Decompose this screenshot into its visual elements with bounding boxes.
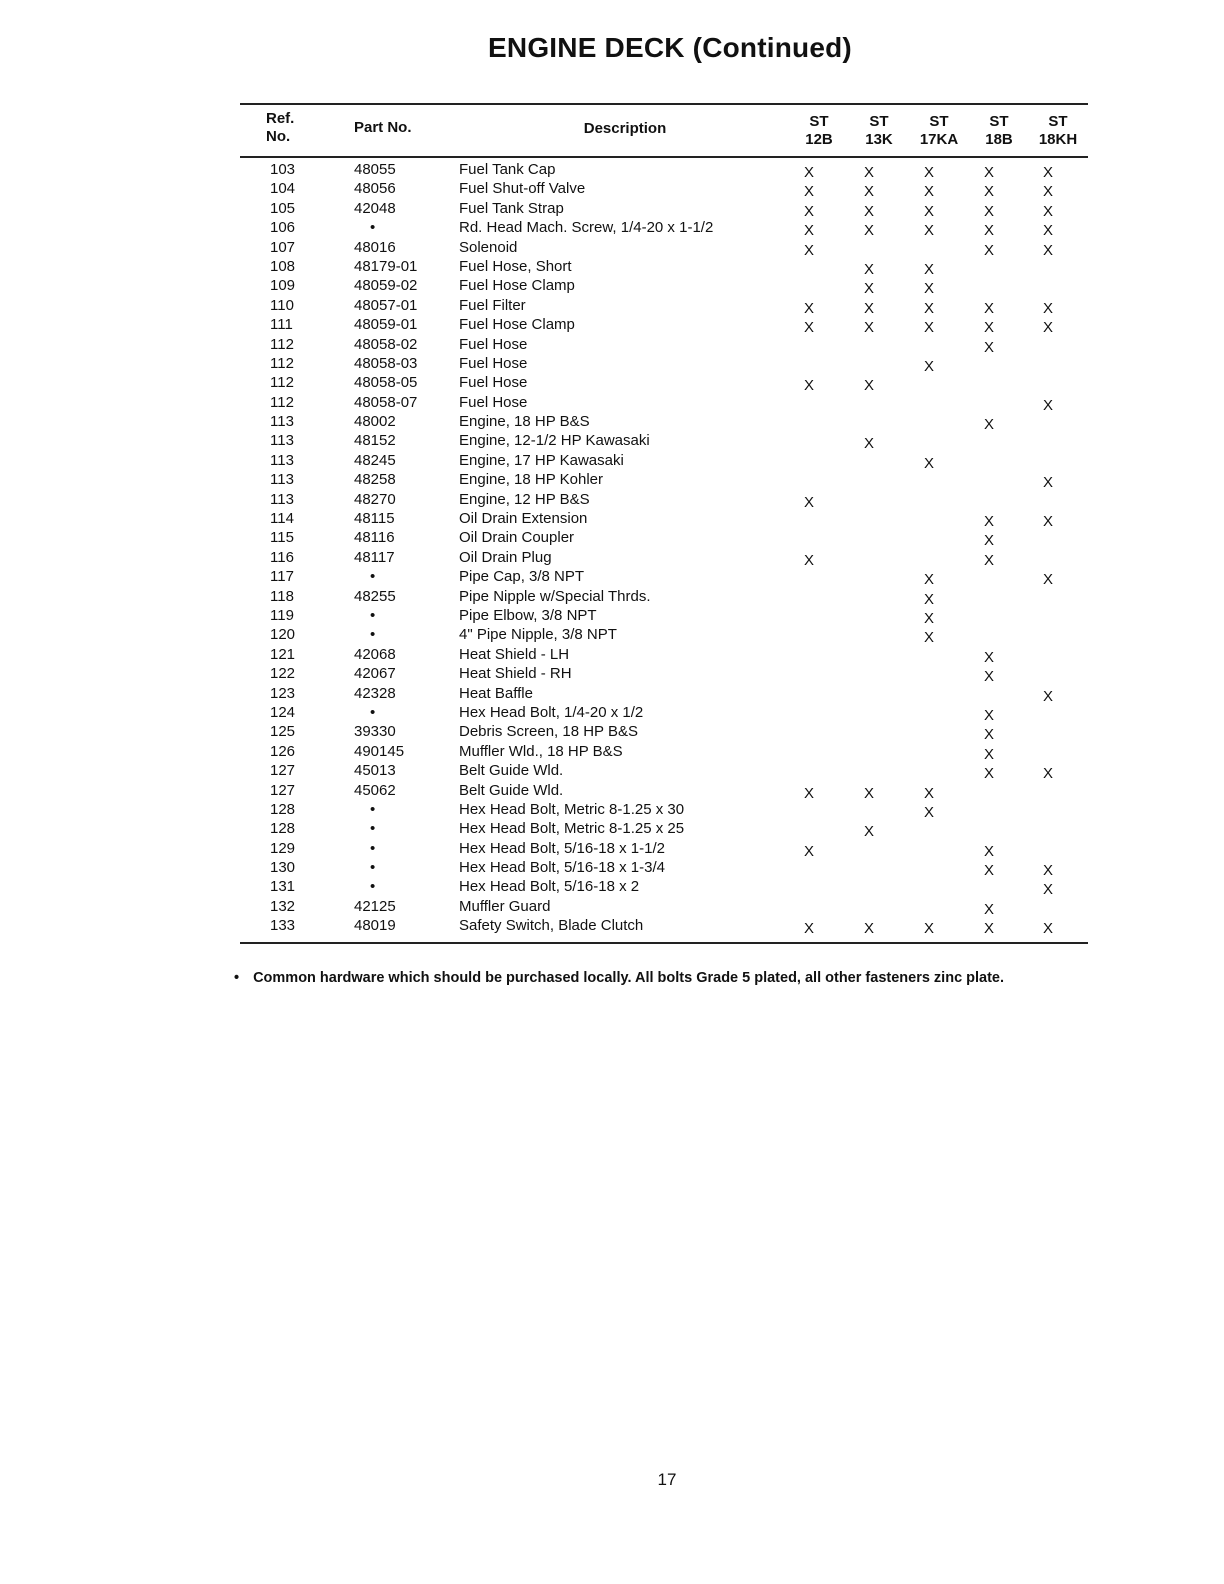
table-row [240, 742, 1088, 761]
description-cell: 4" Pipe Nipple, 3/8 NPT [459, 626, 617, 644]
ref-no-cell: 108 [270, 257, 296, 275]
ref-no-cell: 115 [270, 529, 294, 547]
description-cell: Belt Guide Wld. [459, 762, 564, 780]
ref-no-cell: 133 [270, 917, 296, 935]
description-cell: Hex Head Bolt, Metric 8-1.25 x 25 [459, 820, 685, 838]
part-no-cell: 45062 [354, 781, 396, 799]
model-mark: X [863, 164, 874, 181]
model-mark: X [923, 357, 934, 375]
model-mark: X [923, 299, 934, 317]
model-mark: X [863, 222, 874, 240]
ref-no-cell: 103 [270, 161, 296, 178]
model-mark: X [803, 299, 814, 317]
part-no-cell: • [370, 219, 376, 237]
part-no-cell: 42068 [354, 645, 396, 663]
table-row [240, 858, 1088, 880]
ref-no-cell: 112 [270, 393, 294, 411]
parts-table [240, 103, 1088, 944]
table-row [240, 451, 1088, 470]
ref-no-cell: 106 [270, 219, 296, 237]
model-mark: X [923, 222, 934, 240]
part-no-cell: 48117 [354, 548, 395, 566]
model-mark: X [1042, 881, 1053, 899]
description-cell: Engine, 17 HP Kawasaki [459, 451, 624, 469]
part-no-cell: • [370, 839, 376, 857]
model-mark: X [983, 222, 994, 240]
ref-no-cell: 119 [270, 606, 294, 624]
ref-no-cell: 117 [270, 568, 294, 586]
model-mark: X [983, 164, 994, 181]
model-mark: X [983, 862, 994, 880]
ref-no-cell: 118 [270, 587, 294, 605]
part-no-cell: • [370, 703, 376, 721]
table-row [240, 509, 1088, 531]
table-row [240, 916, 1088, 938]
model-mark: X [803, 164, 814, 181]
description-cell: Debris Screen, 18 HP B&S [459, 723, 638, 741]
header-model-line2: 18B [985, 131, 1013, 148]
model-mark: X [803, 493, 814, 511]
header-model-line1: ST [929, 113, 949, 130]
model-mark: X [863, 202, 874, 220]
ref-no-cell: 126 [270, 742, 296, 760]
header-ref-line2: No. [266, 128, 291, 145]
table-row [240, 664, 1088, 686]
model-mark: X [863, 377, 874, 395]
model-mark: X [1042, 571, 1053, 589]
description-cell: Fuel Hose [459, 393, 528, 411]
ref-no-cell: 113 [270, 490, 294, 508]
ref-no-cell: 112 [270, 335, 294, 353]
ref-no-cell: 113 [270, 432, 294, 450]
table-row [240, 431, 1088, 453]
header-model-line1: ST [1048, 113, 1068, 130]
ref-no-cell: 129 [270, 839, 296, 857]
table-row [240, 199, 1088, 218]
description-cell: Heat Baffle [459, 684, 533, 702]
part-no-cell: • [370, 859, 376, 877]
part-no-cell: 48245 [354, 451, 396, 469]
part-no-cell: 45013 [354, 762, 396, 780]
part-no-cell: 48116 [354, 529, 395, 547]
model-mark: X [1042, 513, 1053, 531]
model-mark: X [983, 765, 994, 783]
description-cell: Fuel Hose, Short [459, 257, 572, 275]
part-no-cell: 42125 [354, 897, 396, 915]
description-cell: Fuel Filter [459, 296, 526, 314]
table-row [240, 606, 1088, 625]
ref-no-cell: 127 [270, 781, 296, 799]
ref-no-cell: 128 [270, 800, 296, 818]
header-part-no: Part No. [354, 119, 412, 136]
table-row [240, 839, 1088, 858]
ref-no-cell: 107 [270, 238, 296, 256]
model-mark: X [863, 280, 874, 298]
footnote [234, 970, 1004, 986]
table-row [240, 781, 1088, 800]
description-cell: Safety Switch, Blade Clutch [459, 917, 644, 935]
model-mark: X [923, 920, 934, 938]
model-mark: X [863, 784, 874, 802]
model-mark: X [863, 435, 874, 453]
description-cell: Hex Head Bolt, 5/16-18 x 2 [459, 878, 640, 896]
part-no-cell: 48058-03 [354, 354, 418, 372]
table-row [240, 490, 1088, 509]
model-mark: X [983, 513, 994, 531]
ref-no-cell: 127 [270, 762, 296, 780]
model-mark: X [1042, 241, 1053, 259]
model-mark: X [983, 416, 994, 434]
model-mark: X [1042, 920, 1053, 938]
model-mark: X [1042, 319, 1053, 337]
model-mark: X [923, 202, 934, 220]
model-mark: X [923, 454, 934, 472]
description-cell: Pipe Cap, 3/8 NPT [459, 568, 585, 586]
table-row [240, 315, 1088, 337]
ref-no-cell: 110 [270, 296, 294, 314]
footnote-text: Common hardware which should be purchased locally. All bolts Grade 5 plated, all other fasteners zinc plate. [253, 970, 1005, 986]
part-no-cell: • [370, 878, 376, 896]
table-row [240, 645, 1088, 664]
header-ref-no [266, 110, 302, 146]
ref-no-cell: 131 [270, 878, 296, 896]
description-cell: Fuel Hose [459, 335, 528, 353]
description-cell: Engine, 12-1/2 HP Kawasaki [459, 432, 650, 450]
description-cell: Oil Drain Coupler [459, 529, 575, 547]
table-row [240, 296, 1088, 315]
model-mark: X [863, 299, 874, 317]
description-cell: Pipe Nipple w/Special Thrds. [459, 587, 651, 605]
header-model-st12b [789, 113, 849, 149]
part-no-cell: 48058-05 [354, 374, 418, 392]
model-mark: X [803, 241, 814, 259]
header-model-line1: ST [809, 113, 829, 130]
model-mark: X [863, 823, 874, 841]
model-mark: X [923, 164, 934, 181]
table-row [240, 819, 1088, 841]
ref-no-cell: 113 [270, 451, 294, 469]
table-row [240, 877, 1088, 899]
description-cell: Muffler Wld., 18 HP B&S [459, 742, 623, 760]
model-mark: X [1042, 202, 1053, 220]
page-title: ENGINE DECK (Continued) [488, 32, 852, 63]
model-mark: X [983, 900, 994, 918]
header-model-st18b [969, 113, 1029, 149]
header-model-line2: 18KH [1038, 131, 1078, 148]
table-bottom-rule [240, 942, 1088, 944]
model-mark: X [1042, 164, 1053, 181]
ref-no-cell: 104 [270, 180, 296, 198]
model-mark: X [863, 183, 874, 201]
table-row [240, 703, 1088, 722]
model-mark: X [803, 551, 814, 569]
model-mark: X [863, 319, 874, 337]
header-model-st17ka [909, 113, 969, 149]
table-row [240, 722, 1088, 744]
model-mark: X [983, 202, 994, 220]
description-cell: Fuel Tank Strap [459, 199, 564, 217]
model-mark: X [863, 260, 874, 278]
part-no-cell: 48152 [354, 432, 396, 450]
model-mark: X [923, 629, 934, 647]
model-mark: X [803, 842, 814, 860]
ref-no-cell: 113 [270, 413, 294, 431]
page-number: 17 [657, 1470, 677, 1489]
part-no-cell: 48058-07 [354, 393, 418, 411]
ref-no-cell: 124 [270, 703, 296, 721]
part-no-cell: 490145 [354, 742, 405, 760]
ref-no-cell: 105 [270, 199, 296, 217]
model-mark: X [983, 745, 994, 763]
ref-no-cell: 112 [270, 354, 294, 372]
table-row [240, 587, 1088, 606]
model-mark: X [983, 338, 994, 356]
table-row [240, 897, 1088, 916]
table-row [240, 257, 1088, 276]
table-row [240, 354, 1088, 373]
ref-no-cell: 130 [270, 859, 296, 877]
model-mark: X [923, 571, 934, 589]
part-no-cell: 48179-01 [354, 257, 418, 275]
table-row [240, 179, 1088, 201]
table-row [240, 373, 1088, 395]
model-mark: X [983, 299, 994, 317]
table-row [240, 761, 1088, 783]
description-cell: Muffler Guard [459, 897, 551, 915]
header-model-line1: ST [989, 113, 1009, 130]
table-row [240, 218, 1088, 240]
description-cell: Hex Head Bolt, 1/4-20 x 1/2 [459, 703, 644, 721]
model-mark: X [983, 532, 994, 550]
footnote-symbol: • [234, 970, 240, 986]
description-cell: Engine, 12 HP B&S [459, 490, 590, 508]
model-mark: X [983, 183, 994, 201]
model-mark: X [1042, 687, 1053, 705]
header-model-st18kh [1028, 113, 1088, 149]
model-mark: X [1042, 862, 1053, 880]
description-cell: Pipe Elbow, 3/8 NPT [459, 606, 597, 624]
table-row [240, 625, 1088, 647]
model-mark: X [803, 319, 814, 337]
header-model-line2: 12B [805, 131, 833, 148]
part-no-cell: • [370, 606, 376, 624]
part-no-cell: 48002 [354, 413, 396, 431]
header-model-line2: 17KA [919, 131, 959, 148]
part-no-cell: 42328 [354, 684, 396, 702]
part-no-cell: 48058-02 [354, 335, 418, 353]
ref-no-cell: 112 [270, 374, 294, 392]
part-no-cell: 48057-01 [354, 296, 418, 314]
part-no-cell: 48056 [354, 180, 396, 198]
table-header [240, 105, 1088, 156]
table-row [240, 412, 1088, 434]
table-row [240, 393, 1088, 412]
part-no-cell: 48059-02 [354, 277, 418, 295]
model-mark: X [983, 668, 994, 686]
ref-no-cell: 122 [270, 665, 296, 683]
ref-no-cell: 116 [270, 548, 294, 566]
header-model-st13k [849, 113, 909, 149]
model-mark: X [1042, 765, 1053, 783]
model-mark: X [803, 377, 814, 395]
model-mark: X [803, 222, 814, 240]
ref-no-cell: 123 [270, 684, 296, 702]
model-mark: X [983, 648, 994, 666]
ref-no-cell: 121 [270, 645, 296, 663]
part-no-cell: 42048 [354, 199, 396, 217]
table-row [240, 470, 1088, 492]
description-cell: Fuel Hose Clamp [459, 316, 575, 334]
header-model-line1: ST [869, 113, 889, 130]
part-no-cell: 42067 [354, 665, 396, 683]
model-mark: X [923, 803, 934, 821]
description-cell: Hex Head Bolt, 5/16-18 x 1-3/4 [459, 859, 665, 877]
model-mark: X [1042, 183, 1053, 201]
table-body [240, 158, 1088, 936]
table-row [240, 567, 1088, 589]
model-mark: X [923, 319, 934, 337]
part-no-cell: 48055 [354, 161, 396, 178]
description-cell: Oil Drain Plug [459, 548, 552, 566]
model-mark: X [923, 280, 934, 298]
part-no-cell: 48059-01 [354, 316, 418, 334]
model-mark: X [923, 260, 934, 278]
part-no-cell: 48016 [354, 238, 396, 256]
model-mark: X [983, 726, 994, 744]
table-row [240, 160, 1088, 179]
model-mark: X [1042, 299, 1053, 317]
model-mark: X [983, 842, 994, 860]
model-mark: X [923, 183, 934, 201]
part-no-cell: 48115 [354, 510, 395, 528]
model-mark: X [983, 706, 994, 724]
description-cell: Fuel Hose [459, 354, 528, 372]
part-no-cell: 39330 [354, 723, 396, 741]
description-cell: Fuel Shut-off Valve [459, 180, 586, 198]
model-mark: X [983, 241, 994, 259]
model-mark: X [923, 590, 934, 608]
table-row [240, 238, 1088, 257]
description-cell: Hex Head Bolt, 5/16-18 x 1-1/2 [459, 839, 665, 857]
model-mark: X [803, 202, 814, 220]
description-cell: Fuel Tank Cap [459, 161, 556, 178]
ref-no-cell: 120 [270, 626, 296, 644]
table-row [240, 335, 1088, 354]
part-no-cell: • [370, 568, 376, 586]
description-cell: Engine, 18 HP Kohler [459, 471, 603, 489]
ref-no-cell: 114 [270, 510, 294, 528]
description-cell: Belt Guide Wld. [459, 781, 564, 799]
model-mark: X [923, 784, 934, 802]
model-mark: X [983, 551, 994, 569]
table-row [240, 684, 1088, 703]
part-no-cell: 48255 [354, 587, 396, 605]
part-no-cell: • [370, 820, 376, 838]
model-mark: X [923, 609, 934, 627]
description-cell: Heat Shield - LH [459, 645, 570, 663]
description-cell: Engine, 18 HP B&S [459, 413, 590, 431]
model-mark: X [803, 784, 814, 802]
header-ref-line1: Ref. [266, 110, 295, 127]
part-no-cell: 48270 [354, 490, 396, 508]
part-no-cell: • [370, 626, 376, 644]
part-no-cell: 48258 [354, 471, 396, 489]
ref-no-cell: 132 [270, 897, 296, 915]
description-cell: Fuel Hose [459, 374, 528, 392]
ref-no-cell: 109 [270, 277, 296, 295]
ref-no-cell: 125 [270, 723, 296, 741]
table-row [240, 800, 1088, 819]
table-row [240, 276, 1088, 298]
model-mark: X [803, 183, 814, 201]
table-row [240, 548, 1088, 567]
header-model-line2: 13K [865, 131, 893, 148]
description-cell: Heat Shield - RH [459, 665, 572, 683]
ref-no-cell: 128 [270, 820, 296, 838]
model-mark: X [1042, 222, 1053, 240]
model-mark: X [983, 319, 994, 337]
description-cell: Oil Drain Extension [459, 510, 588, 528]
model-mark: X [983, 920, 994, 938]
description-cell: Rd. Head Mach. Screw, 1/4-20 x 1-1/2 [459, 219, 714, 237]
description-cell: Hex Head Bolt, Metric 8-1.25 x 30 [459, 800, 685, 818]
part-no-cell: • [370, 800, 376, 818]
description-cell: Solenoid [459, 238, 518, 256]
ref-no-cell: 111 [270, 316, 293, 334]
model-mark: X [1042, 396, 1053, 414]
description-cell: Fuel Hose Clamp [459, 277, 575, 295]
ref-no-cell: 113 [270, 471, 294, 489]
model-mark: X [863, 920, 874, 938]
model-mark: X [803, 920, 814, 938]
model-mark: X [1042, 474, 1053, 492]
table-row [240, 528, 1088, 550]
header-description: Description [583, 120, 667, 137]
part-no-cell: 48019 [354, 917, 396, 935]
